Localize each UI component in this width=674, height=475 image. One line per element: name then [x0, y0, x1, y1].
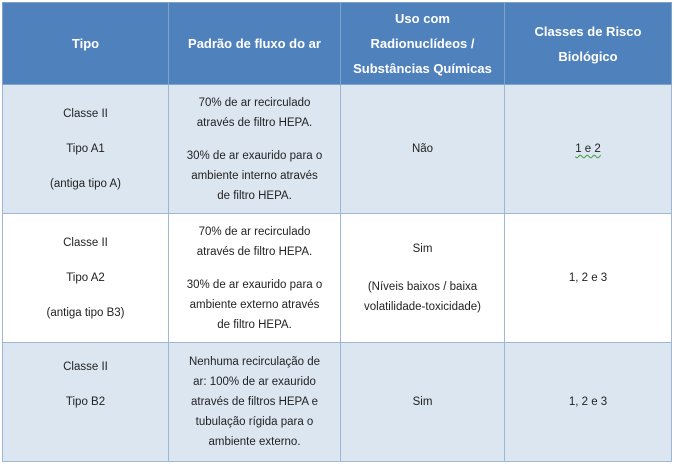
- biosafety-cabinet-table: [2, 2, 672, 462]
- cell-tipo: [3, 214, 169, 343]
- uso-value: Não: [411, 143, 434, 155]
- fluxo-line: ar: 100% de ar exaurido: [193, 376, 316, 388]
- fluxo-line: 30% de ar exaurido para o: [186, 278, 323, 291]
- cell-risco: [505, 214, 672, 343]
- fluxo-line: ambiente interno através: [191, 169, 318, 182]
- tipo-nome: Tipo A1: [66, 143, 105, 155]
- risco-value: 1, 2 e 3: [568, 396, 608, 408]
- fluxo-line: 30% de ar exaurido para o: [186, 149, 323, 162]
- fluxo-line: de filtro HEPA.: [217, 318, 292, 331]
- fluxo-line: através de filtro HEPA.: [196, 116, 313, 129]
- fluxo-line: ambiente externo.: [208, 436, 301, 448]
- cell-tipo: [3, 343, 169, 462]
- header-risco: Classes de Risco Biológico: [505, 3, 672, 85]
- cell-tipo: [3, 85, 169, 214]
- risco-value: 1, 2 e 3: [568, 272, 608, 284]
- fluxo-line: tubulação rígida para o: [195, 416, 314, 428]
- fluxo-line: através de filtros HEPA e: [191, 396, 318, 408]
- uso-detail: volatilidade-toxicidade): [364, 301, 481, 313]
- cell-uso: [341, 85, 505, 214]
- table-row: [3, 214, 672, 343]
- header-fluxo: Padrão de fluxo do ar: [169, 3, 341, 85]
- tipo-classe: Classe II: [63, 237, 108, 249]
- cell-risco: [505, 85, 672, 214]
- header-uso: Uso com Radionuclídeos / Substâncias Químicas: [341, 3, 505, 85]
- table-row: [3, 85, 672, 214]
- fluxo-line: 70% de ar recirculado: [198, 96, 311, 109]
- uso-value: Sim: [412, 396, 433, 408]
- fluxo-line: 70% de ar recirculado: [198, 225, 311, 238]
- tipo-antigo: (antiga tipo B3): [46, 307, 125, 319]
- fluxo-line: ambiente externo através: [189, 298, 320, 311]
- fluxo-line: de filtro HEPA.: [217, 189, 292, 202]
- tipo-classe: Classe II: [63, 108, 108, 120]
- table-row: [3, 343, 672, 462]
- cell-risco: [505, 343, 672, 462]
- uso-detail: (Níveis baixos / baixa: [367, 281, 478, 293]
- risco-value: 1 e 2: [575, 143, 601, 155]
- cell-fluxo: [169, 214, 341, 343]
- cell-fluxo: [169, 85, 341, 214]
- tipo-nome: Tipo A2: [66, 272, 105, 284]
- fluxo-line: através de filtro HEPA.: [196, 245, 313, 258]
- cell-fluxo: [169, 343, 341, 462]
- header-row: [3, 3, 672, 85]
- tipo-classe: Classe II: [63, 360, 108, 373]
- cell-uso: [341, 214, 505, 343]
- fluxo-line: Nenhuma recirculação de: [188, 356, 321, 368]
- tipo-nome: Tipo B2: [65, 395, 106, 408]
- tipo-antigo: (antiga tipo A): [50, 178, 121, 190]
- uso-value: Sim: [412, 243, 433, 255]
- header-tipo: Tipo: [3, 3, 169, 85]
- cell-uso: [341, 343, 505, 462]
